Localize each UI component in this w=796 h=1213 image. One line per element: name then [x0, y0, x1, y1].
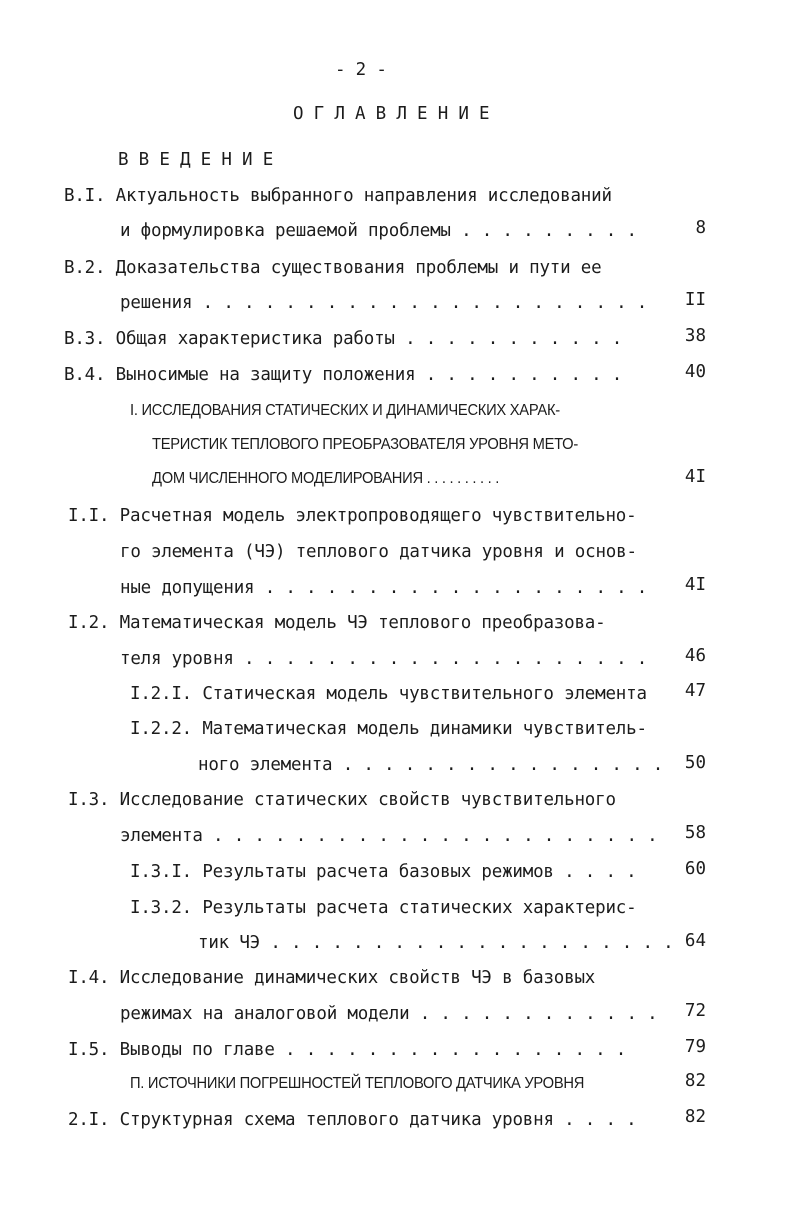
- page-ref: 38: [684, 326, 706, 346]
- toc-line: ного элемента . . . . . . . . . . . . . . . .: [198, 755, 664, 775]
- toc-line: I.5. Выводы по главе . . . . . . . . . . . . . . . . .: [68, 1040, 627, 1060]
- toc-line: I.2. Математическая модель ЧЭ теплового преобразова-: [68, 613, 606, 633]
- intro-heading: В В Е Д Е Н И Е: [118, 150, 274, 170]
- toc-line: режимах на аналоговой модели . . . . . . . . . . . .: [120, 1004, 658, 1024]
- page-ref: 79: [684, 1037, 706, 1057]
- chapter-heading: ТЕРИСТИК ТЕПЛОВОГО ПРЕОБРАЗОВАТЕЛЯ УРОВНЯ МЕТО-: [152, 436, 578, 453]
- page-ref: 8: [695, 218, 706, 238]
- page-ref: 72: [684, 1001, 706, 1021]
- toc-line: I.I. Расчетная модель электропроводящего чувствительно-: [68, 506, 637, 526]
- toc-line: В.2. Доказательства существования проблемы и пути ее: [64, 258, 602, 278]
- toc-line: и формулировка решаемой проблемы . . . . . . . . .: [120, 221, 637, 241]
- chapter-heading: I. ИССЛЕДОВАНИЯ СТАТИЧЕСКИХ И ДИНАМИЧЕСКИХ ХАРАК-: [130, 402, 560, 419]
- toc-line: решения . . . . . . . . . . . . . . . . . . . . . .: [120, 293, 648, 313]
- chapter-heading: ДОМ ЧИСЛЕННОГО МОДЕЛИРОВАНИЯ . . . . . . . . . .: [152, 470, 500, 487]
- toc-line: тик ЧЭ . . . . . . . . . . . . . . . . . . . .: [198, 933, 674, 953]
- page-ref: 58: [684, 823, 706, 843]
- chapter-heading: П. ИСТОЧНИКИ ПОГРЕШНОСТЕЙ ТЕПЛОВОГО ДАТЧИКА УРОВНЯ: [130, 1075, 585, 1092]
- page-ref: 82: [684, 1071, 706, 1091]
- toc-line: теля уровня . . . . . . . . . . . . . . . . . . . .: [120, 649, 648, 669]
- page-ref: 47: [684, 681, 706, 701]
- page-ref: 4I: [684, 467, 706, 487]
- toc-line: I.4. Исследование динамических свойств ЧЭ в базовых: [68, 968, 596, 988]
- toc-line: 2.I. Структурная схема теплового датчика уровня . . . .: [68, 1110, 637, 1130]
- toc-line: го элемента (ЧЭ) теплового датчика уровня и основ-: [120, 542, 637, 562]
- page-ref: II: [684, 290, 706, 310]
- page-ref: 82: [684, 1107, 706, 1127]
- toc-line: В.4. Выносимые на защиту положения . . . . . . . . . .: [64, 365, 623, 385]
- toc-line: элемента . . . . . . . . . . . . . . . . . . . . . .: [120, 826, 658, 846]
- toc-line: ные допущения . . . . . . . . . . . . . . . . . . .: [120, 578, 648, 598]
- page-ref: 64: [684, 931, 706, 951]
- page-ref: 46: [684, 646, 706, 666]
- toc-line: В.I. Актуальность выбранного направления исследований: [64, 186, 612, 206]
- toc-line: I.2.I. Статическая модель чувствительного элемента: [130, 684, 647, 704]
- toc-line: I.3.2. Результаты расчета статических характерис-: [130, 898, 637, 918]
- toc-line: I.3.I. Результаты расчета базовых режимов . . . .: [130, 862, 637, 882]
- page-ref: 40: [684, 362, 706, 382]
- page-ref: 50: [684, 753, 706, 773]
- page-number: - 2 -: [335, 60, 387, 80]
- toc-line: I.2.2. Математическая модель динамики чувствитель-: [130, 719, 647, 739]
- toc-line: В.З. Общая характеристика работы . . . . . . . . . . .: [64, 329, 623, 349]
- toc-title: О Г Л А В Л Е Н И Е: [293, 104, 490, 124]
- page-ref: 4I: [684, 575, 706, 595]
- toc-line: I.3. Исследование статических свойств чувствительного: [68, 790, 616, 810]
- page-ref: 60: [684, 859, 706, 879]
